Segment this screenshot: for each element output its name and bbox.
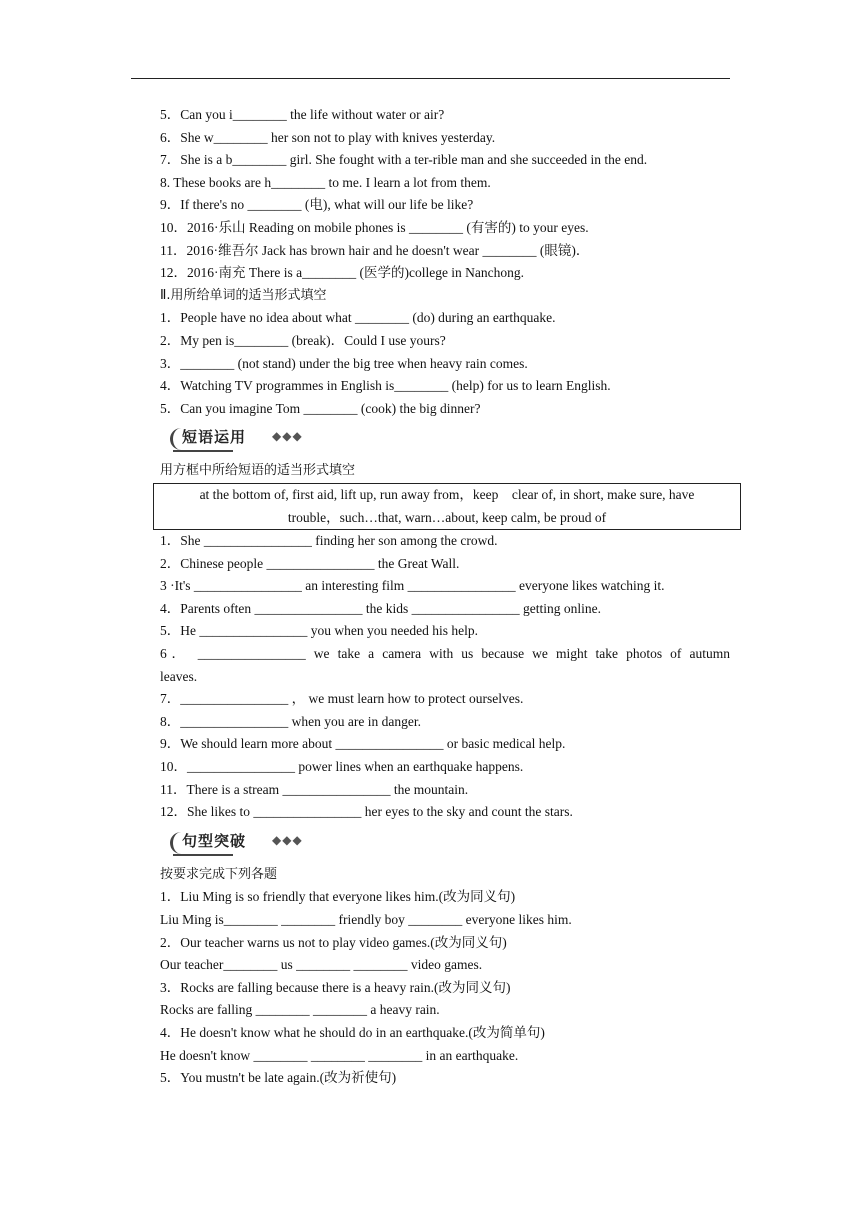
exercise-item: 2．Our teacher warns us not to play video games.(改为同义句) [160,934,507,950]
exercise-item: 9．We should learn more about ________________ or basic medical help. [160,736,566,752]
exercise-item: 5．Can you imagine Tom ________ (cook) the big dinner? [160,400,481,416]
worksheet [160,104,730,1090]
exercise-item: Rocks are falling ________ ________ a heavy rain. [160,1002,440,1018]
exercise-item: 6．She w________ her son not to play with knives yesterday. [160,129,496,145]
phrase-section-banner [160,420,730,460]
exercise-item: 4．Watching TV programmes in English is________ (help) for us to learn English. [160,378,611,394]
exercise-item: 5．He ________________ you when you needed his help. [160,623,478,639]
header-rule [131,78,730,79]
exercise-item: 2．My pen is________ (break)．Could I use yours? [160,332,446,348]
exercise-item: 8. These books are h________ to me. I learn a lot from them. [160,174,491,190]
exercise-item: 6． ________________ we take a camera with us because we might take photos of autumn [160,646,730,662]
exercise-item: 3．________ (not stand) under the big tree when heavy rain comes. [160,355,528,371]
phrase-instruction: 用方框中所给短语的适当形式填空 [160,463,356,479]
phrase-list [160,530,730,824]
exercise-item: 7．________________ ， we must learn how to protect ourselves. [160,691,524,707]
exercise-item: 3 ·It's ________________ an interesting film ________________ everyone likes watching it. [160,578,665,594]
exercise-item: 4．He doesn't know what he should do in an earthquake.(改为简单句) [160,1024,545,1040]
exercise-item-continuation: leaves. [160,668,198,684]
banner-title: 句型突破 [182,831,247,850]
exercise-item: 10．2016·乐山 Reading on mobile phones is ________ (有害的) to your eyes. [160,219,589,235]
exercise-item: 3．Rocks are falling because there is a heavy rain.(改为同义句) [160,979,511,995]
exercise-item: Our teacher________ us ________ ________ video games. [160,957,483,973]
exercise-item: Liu Ming is________ ________ friendly boy ________ everyone likes him. [160,912,572,927]
sentence-instruction: 按要求完成下列各题 [160,866,278,882]
exercise-item: 11．There is a stream ________________ the mountain. [160,781,469,797]
phrase-box-line: trouble，such…that, warn…about, keep calm, be proud of [287,509,607,525]
exercise-item: 1．She ________________ finding her son among the crowd. [160,533,498,549]
exercise-item: 9．If there's no ________ (电), what will our life be like? [160,197,474,213]
exercise-item: 1．Liu Ming is so friendly that everyone likes him.(改为同义句) [160,889,516,905]
exercise-item: 12．2016·南充 There is a________ (医学的)college in Nanchong. [160,265,525,281]
exercise-item: 5．You mustn't be late again.(改为祈使句) [160,1070,397,1086]
exercise-item: 1．People have no idea about what ________ (do) during an earthquake. [160,310,556,326]
diamond-icons: ◆◆◆ [272,832,303,847]
exercise-item: 11．2016·维吾尔 Jack has brown hair and he doesn't wear ________ (眼镜)． [160,242,590,258]
exercise-item: He doesn't know ________ ________ ________ in an earthquake. [160,1047,519,1063]
phrase-box-line: at the bottom of, first aid, lift up, run away from，keep clear of, in short, make sure, have [199,486,695,502]
sentence-list [160,886,730,1089]
sentence-section-banner [160,824,730,864]
exercise-item: 2．Chinese people ________________ the Great Wall. [160,555,460,571]
part2-title: Ⅱ.用所给单词的适当形式填空 [160,287,327,303]
exercise-item: 10．________________ power lines when an earthquake happens. [160,759,524,775]
banner-title: 短语运用 [182,428,247,447]
diamond-icons: ◆◆◆ [272,429,303,444]
exercise-item: 8．________________ when you are in danger. [160,713,421,729]
phrase-box [153,483,741,530]
part2-list [160,307,730,420]
exercise-item: 7．She is a b________ girl. She fought with a ter-rible man and she succeeded in the end. [160,152,648,168]
part1-list [160,104,730,285]
exercise-item: 5．Can you i________ the life without water or air? [160,107,445,122]
exercise-item: 4．Parents often ________________ the kids ________________ getting online. [160,600,601,616]
exercise-item: 12．She likes to ________________ her eyes to the sky and count the stars. [160,804,573,820]
